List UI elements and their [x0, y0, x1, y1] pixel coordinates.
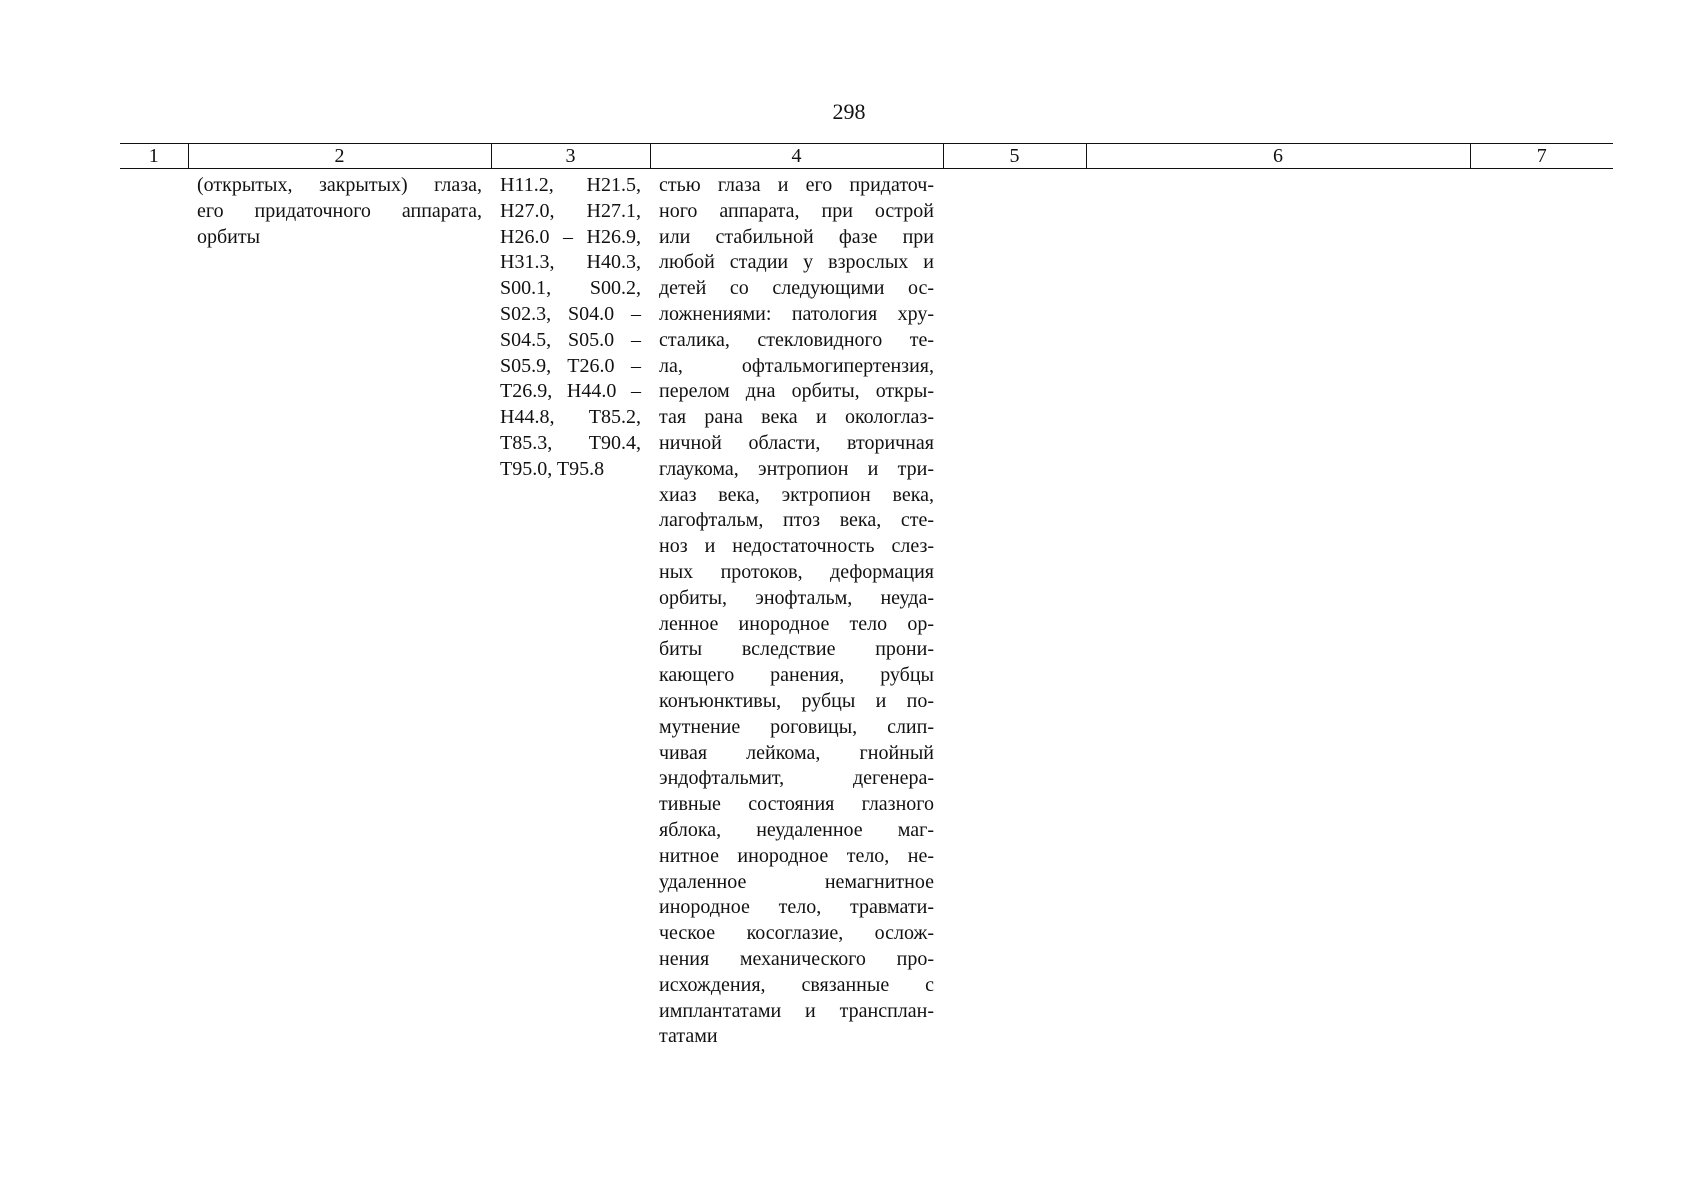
- text-line: глаукома, энтропион и три-: [659, 457, 934, 480]
- text-line: нения механического про-: [659, 947, 934, 970]
- text-line: удаленное немагнитное: [659, 870, 934, 893]
- text-line: H11.2, H21.5,: [500, 174, 641, 196]
- table-row: [120, 169, 1613, 1051]
- text-line: конъюнктивы, рубцы и по-: [659, 689, 934, 712]
- text-line: сталика, стекловидного те-: [659, 328, 934, 351]
- text-line: чивая лейкома, гнойный: [659, 741, 934, 764]
- cell-col1: [120, 169, 188, 1051]
- cell-col5: [943, 169, 1086, 1051]
- text-line: лагофтальм, птоз века, сте-: [659, 509, 934, 532]
- cell-lines-col2: [197, 173, 482, 250]
- text-line: эндофтальмит, дегенера-: [659, 767, 934, 790]
- text-line: орбиты: [197, 225, 261, 248]
- text-line: ных протоков, деформация: [659, 560, 934, 583]
- text-line: детей со следующими ос-: [659, 277, 934, 300]
- text-line: H44.8, T85.2,: [500, 406, 641, 429]
- text-line: любой стадии у взрослых и: [659, 251, 934, 274]
- text-line: тивные состояния глазного: [659, 793, 934, 816]
- text-line: ческое косоглазие, ослож-: [659, 922, 934, 945]
- page-number: 298: [832, 99, 866, 124]
- text-line: тая рана века и окологлаз-: [659, 406, 934, 429]
- text-line: S04.5, S05.0 –: [500, 328, 641, 351]
- column-header-5: 5: [943, 144, 1086, 169]
- text-line: исхождения, связанные с: [659, 973, 934, 996]
- text-line: мутнение роговицы, слип-: [659, 715, 934, 738]
- text-line: ноз и недостаточность слез-: [659, 535, 934, 558]
- column-header-1: 1: [120, 144, 188, 169]
- text-line: S00.1, S00.2,: [500, 277, 641, 300]
- text-line: ложнениями: патология хру-: [659, 302, 934, 325]
- cell-col7: [1470, 169, 1613, 1051]
- text-line: нитное инородное тело, не-: [659, 844, 934, 867]
- column-header-2: 2: [188, 144, 491, 169]
- cell-diagnosis: [188, 169, 491, 1051]
- text-line: ла, офтальмогипертензия,: [659, 354, 934, 377]
- text-line: ничной области, вторичная: [659, 431, 934, 454]
- text-line: татами: [659, 1025, 718, 1048]
- text-line: перелом дна орбиты, откры-: [659, 380, 934, 403]
- text-line: имплантатами и трансплан-: [659, 999, 934, 1022]
- text-line: инородное тело, травмати-: [659, 896, 934, 919]
- text-line: его придаточного аппарата,: [197, 199, 482, 222]
- text-line: кающего ранения, рубцы: [659, 664, 934, 687]
- text-line: (открытых, закрытых) глаза,: [197, 174, 482, 196]
- text-line: биты вследствие прони-: [659, 638, 934, 661]
- text-line: H27.0, H27.1,: [500, 199, 641, 222]
- column-header-3: 3: [491, 144, 650, 169]
- text-line: стью глаза и его придаточ-: [659, 174, 934, 196]
- text-line: H31.3, H40.3,: [500, 251, 641, 274]
- column-header-7: 7: [1470, 144, 1613, 169]
- cell-col6: [1086, 169, 1470, 1051]
- text-line: H26.0 – H26.9,: [500, 225, 641, 248]
- text-line: ного аппарата, при острой: [659, 199, 934, 222]
- document-table: [120, 143, 1613, 1050]
- text-line: или стабильной фазе при: [659, 225, 934, 248]
- text-line: S05.9, T26.0 –: [500, 354, 641, 377]
- text-line: T85.3, T90.4,: [500, 431, 641, 454]
- table-header-row: [120, 144, 1613, 169]
- text-line: S02.3, S04.0 –: [500, 302, 641, 325]
- text-line: яблока, неудаленное маг-: [659, 818, 934, 841]
- cell-lines-col3: [500, 173, 641, 483]
- text-line: ленное инородное тело ор-: [659, 612, 934, 635]
- cell-lines-col4: [659, 173, 934, 1050]
- cell-icd-codes: [491, 169, 650, 1051]
- text-line: хиаз века, эктропион века,: [659, 483, 934, 506]
- column-header-4: 4: [650, 144, 943, 169]
- cell-description: [650, 169, 943, 1051]
- text-line: T95.0, T95.8: [500, 457, 605, 480]
- column-header-6: 6: [1086, 144, 1470, 169]
- text-line: орбиты, энофтальм, неуда-: [659, 586, 934, 609]
- text-line: T26.9, H44.0 –: [500, 380, 641, 403]
